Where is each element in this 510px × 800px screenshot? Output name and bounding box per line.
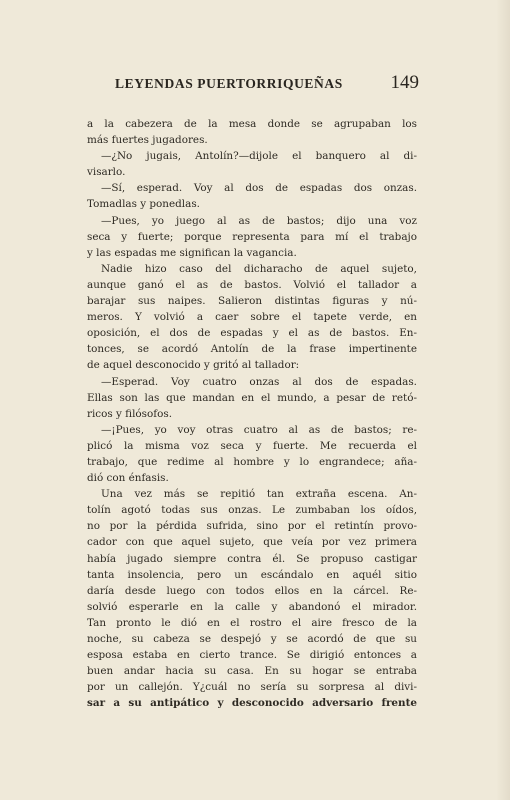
- body-text: [87, 116, 417, 711]
- text-line: había jugado siempre contra él. Se propuso castigar: [87, 552, 417, 565]
- text-line: Ellas son las que mandan en el mundo, a pesar de retó-: [87, 391, 417, 404]
- text-line: Nadie hizo caso del dicharacho de aquel sujeto,: [101, 262, 417, 275]
- text-line: a la cabezera de la mesa donde se agrupaban los: [87, 118, 417, 130]
- text-line: Tomadlas y ponedlas.: [87, 198, 200, 211]
- running-title: LEYENDAS PUERTORRIQUEÑAS: [115, 76, 343, 91]
- text-line: —Pues, yo juego al as de bastos; dijo una voz: [101, 214, 417, 227]
- text-line: dió con énfasis.: [87, 472, 169, 485]
- running-head: [115, 72, 435, 102]
- text-line: noche, su cabeza se despejó y se acordó de que su: [87, 633, 417, 645]
- text-line: plicó la misma voz seca y fuerte. Me recuerda el: [87, 439, 417, 452]
- page-number: 149: [390, 72, 419, 93]
- text-line: buen andar hacia su casa. En su hogar se entraba: [87, 665, 417, 678]
- text-line: Una vez más se repitió tan extraña escena. An-: [101, 488, 417, 501]
- text-line: —Esperad. Voy cuatro onzas al dos de espadas.: [101, 375, 417, 388]
- text-line: —¡Pues, yo voy otras cuatro al as de bastos; re-: [101, 423, 417, 436]
- text-line: Tan pronto le dió en el rostro el aire fresco de la: [87, 616, 417, 629]
- text-line: oposición, el dos de espadas y el as de bastos. En-: [87, 327, 417, 340]
- text-line: daría desde luego con todos ellos en la cárcel. Re-: [87, 584, 417, 597]
- text-line: barajar sus naipes. Salieron distintas figuras y nú-: [87, 295, 417, 308]
- text-line: solvió esperarle en la calle y abandonó el mirador.: [87, 600, 417, 613]
- text-line: —Sí, esperad. Voy al dos de espadas dos onzas.: [101, 182, 417, 195]
- text-line: más fuertes jugadores.: [87, 134, 208, 147]
- text-line: trabajo, que redime al hombre y lo engrandece; aña-: [87, 455, 417, 468]
- text-line: cador con que aquel sujeto, que veía por vez primera: [87, 536, 417, 549]
- text-line: tolín agotó todas sus onzas. Le zumbaban los oídos,: [87, 504, 417, 517]
- text-line: tonces, se acordó Antolín de la frase impertinente: [87, 343, 417, 356]
- text-line: ricos y filósofos.: [87, 407, 173, 420]
- text-line: por un callejón. Y¿cuál no sería su sorpresa al divi-: [87, 681, 417, 694]
- text-line: sar a su antipático y desconocido adversario frente: [87, 697, 417, 710]
- text-line: y las espadas me significan la vagancia.: [87, 246, 297, 259]
- text-line: no por la pérdida sufrida, sino por el retintín provo-: [87, 520, 417, 533]
- text-line: meros. Y volvió a caer sobre el tapete verde, en: [87, 311, 417, 324]
- text-line: —¿No jugais, Antolín?—dijole el banquero al di-: [101, 150, 417, 163]
- text-line: tanta insolencia, pero un escándalo en aquél sitio: [87, 568, 417, 581]
- text-line: esposa estaba en cierto trance. Se dirigió entonces a: [87, 649, 417, 662]
- text-line: seca y fuerte; porque representa para mí el trabajo: [87, 230, 417, 243]
- text-line: aunque ganó el as de bastos. Volvió el tallador a: [87, 278, 417, 291]
- text-line: de aquel desconocido y gritó al tallador:: [87, 359, 300, 372]
- text-line: visarlo.: [87, 166, 126, 179]
